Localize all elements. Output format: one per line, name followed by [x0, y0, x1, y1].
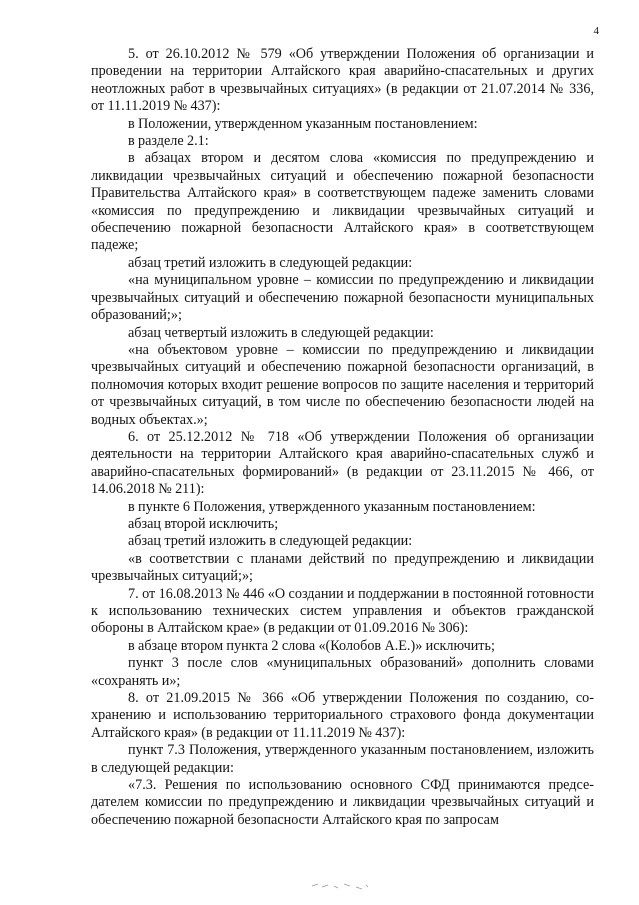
- paragraph: в абзаце втором пункта 2 слова «(Колобов А.Е.)» исключить;: [128, 637, 495, 654]
- paragraph: пункт 3 после слов «муниципальных образований» дополнить словами «сохранять и»;: [91, 655, 594, 689]
- paragraph: абзац третий изложить в следующей редакции:: [128, 254, 413, 271]
- paragraph: в пункте 6 Положения, утвержденного указанным постановлением:: [128, 498, 536, 515]
- document-body: [91, 46, 594, 829]
- paragraph: «на муниципальном уровне – комиссии по предупреждению и ликвидации чрезвычайных ситуаций и обеспечению пожарной безопасности муниципальных образований;»;: [91, 272, 594, 324]
- page-number: 4: [593, 25, 599, 37]
- paragraph: в разделе 2.1:: [128, 133, 209, 150]
- paragraph: абзац четвертый изложить в следующей редакции:: [128, 324, 434, 341]
- paragraph: «7.3. Решения по использованию основного СФД принимаются председателем комиссии по предупреждению и ликвидации чрезвычайных ситуаций и обеспечению пожарной безопасности Алтайского края по запросам: [91, 777, 594, 828]
- paragraph: 6. от 25.12.2012 № 718 «Об утверждении Положения об организации деятельности на территории Алтайского края аварийно-спасательных служб и аварийно-спасательных формирований» (в редакции от 23.11.2015 № 466, от 14.06.2018 № 211):: [91, 428, 594, 498]
- paragraph: пункт 7.3 Положения, утвержденного указанным постановлением, изложить в следующей редакции:: [91, 742, 594, 776]
- paragraph: 7. от 16.08.2013 № 446 «О создании и поддержании в постоянной готовности к использованию технических систем управления и объектов гражданской обороны в Алтайском крае» (в редакции от 01.09.2016 № 306):: [91, 585, 594, 637]
- paragraph: «на объектовом уровне – комиссии по предупреждению и ликвидации чрезвычайных ситуаций и обеспечению пожарной безопасности организаций, в полномочия которых входит решение вопросов по защите населения и территорий от чрезвычайных ситуаций, в том числе по обеспечению безопасности людей на водных объектах.»;: [91, 341, 594, 428]
- paragraph: 8. от 21.09.2015 № 366 «Об утверждении Положения по созданию, сохранению и использованию территориального страхового фонда документации Алтайского края» (в редакции от 11.11.2019 № 437):: [91, 690, 594, 741]
- paragraph: абзац второй исключить;: [128, 515, 279, 532]
- paragraph: абзац третий изложить в следующей редакции:: [128, 533, 413, 550]
- paragraph: в Положении, утвержденном указанным постановлением:: [128, 115, 478, 132]
- scan-artifact-mark: [310, 878, 370, 892]
- paragraph: 5. от 26.10.2012 № 579 «Об утверждении Положения об организации и проведении на территории Алтайского края аварийно-спасательных и других неотложных работ в чрезвычайных ситуациях» (в редакции от 21.07.2014 № 336, от 11.11.2019 № 437):: [91, 46, 594, 115]
- paragraph: в абзацах втором и десятом слова «комиссия по предупреждению и ликвидации чрезвычайных ситуаций и обеспечению пожарной безопасности Правительства Алтайского края» в соответствующем падеже заменить словами «комиссия по предупреждению и ликвидации чрезвычайных ситуаций и обеспечению пожарной безопасности Алтайского края» в соответствующем падеже;: [91, 150, 594, 254]
- paragraph: «в соответствии с планами действий по предупреждению и ликвидации чрезвычайных ситуаций;»;: [91, 550, 594, 585]
